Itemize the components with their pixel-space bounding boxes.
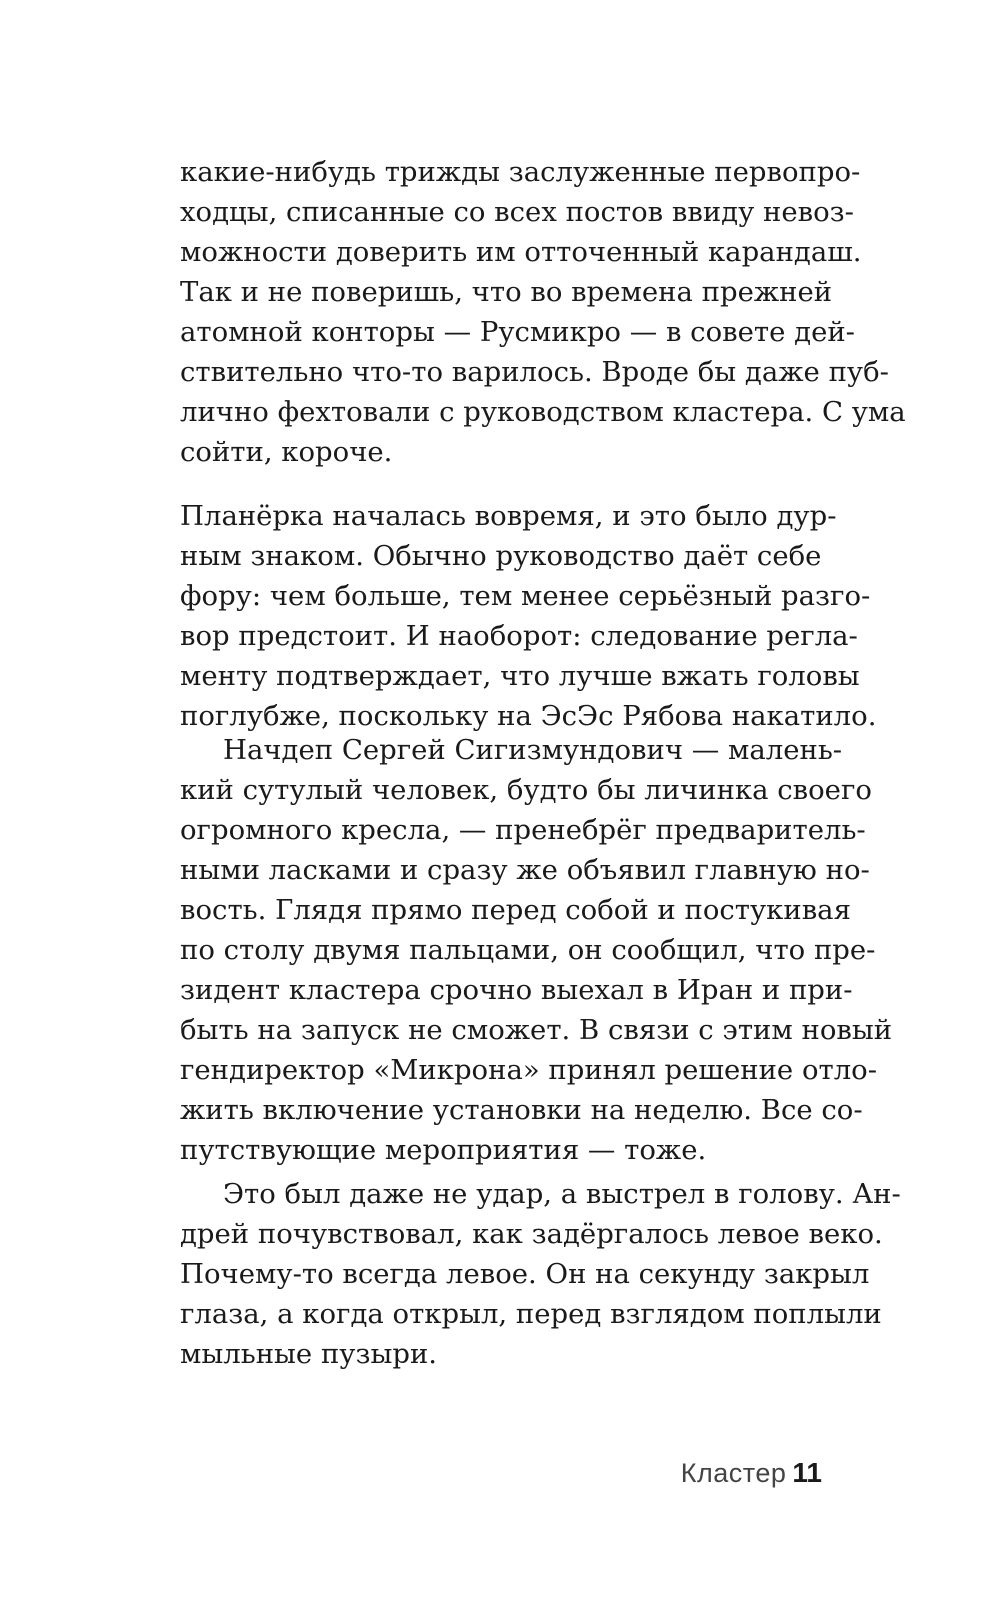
text-line: по столу двумя пальцами, он сообщил, что пре- [180, 934, 876, 966]
text-line: Планёрка началась вовремя, и это было дур- [180, 500, 837, 532]
paragraph-continued [180, 152, 906, 472]
text-line: ствительно что-то варилось. Вроде бы даже пуб- [180, 356, 889, 388]
page-footer [681, 1456, 822, 1490]
paragraph-planerka [180, 496, 877, 736]
text-line: вость. Глядя прямо перед собой и постукивая [180, 894, 851, 926]
text-line: можности доверить им отточенный карандаш. [180, 236, 862, 268]
text-line: мыльные пузыри. [180, 1338, 438, 1370]
text-line: поглубже, поскольку на ЭсЭс Рябова накатило. [180, 700, 877, 732]
text-line: огромного кресла, — пренебрёг предваритель- [180, 814, 866, 846]
text-line: атомной конторы — Русмикро — в совете дей- [180, 316, 855, 348]
text-line: фору: чем больше, тем менее серьёзный разго- [180, 580, 871, 612]
paragraph-vystrel [180, 1174, 901, 1374]
text-line: сойти, короче. [180, 436, 393, 468]
text-line: кий сутулый человек, будто бы личинка своего [180, 774, 872, 806]
text-line: менту подтверждает, что лучше вжать головы [180, 660, 860, 692]
running-title: Кластер [680, 1458, 787, 1488]
text-line: гендиректор «Микрона» принял решение отло- [180, 1054, 878, 1086]
text-line: быть на запуск не сможет. В связи с этим новый [180, 1014, 893, 1046]
text-line: Начдеп Сергей Сигизмундович — малень- [223, 734, 843, 766]
text-line: ными ласками и сразу же объявил главную но- [180, 854, 870, 886]
text-line: лично фехтовали с руководством кластера. С ума [180, 396, 906, 428]
text-line: глаза, а когда открыл, перед взглядом поплыли [180, 1298, 882, 1330]
text-line: дрей почувствовал, как задёргалось левое веко. [180, 1218, 883, 1250]
text-line: ходцы, списанные со всех постов ввиду невоз- [180, 196, 854, 228]
text-line: путствующие мероприятия — тоже. [180, 1134, 707, 1166]
paragraph-nachdep [180, 730, 893, 1170]
text-line: Это был даже не удар, а выстрел в голову. Ан- [223, 1178, 901, 1210]
text-line: Так и не поверишь, что во времена прежней [180, 276, 833, 308]
text-line: вор предстоит. И наоборот: следование регла- [180, 620, 858, 652]
text-line: жить включение установки на неделю. Все со- [180, 1094, 863, 1126]
text-line: ным знаком. Обычно руководство даёт себе [180, 540, 822, 572]
page-number: 11 [792, 1457, 822, 1488]
text-line: какие-нибудь трижды заслуженные первопро- [180, 156, 861, 188]
text-line: Почему-то всегда левое. Он на секунду закрыл [180, 1258, 870, 1290]
text-line: зидент кластера срочно выехал в Иран и при- [180, 974, 853, 1006]
